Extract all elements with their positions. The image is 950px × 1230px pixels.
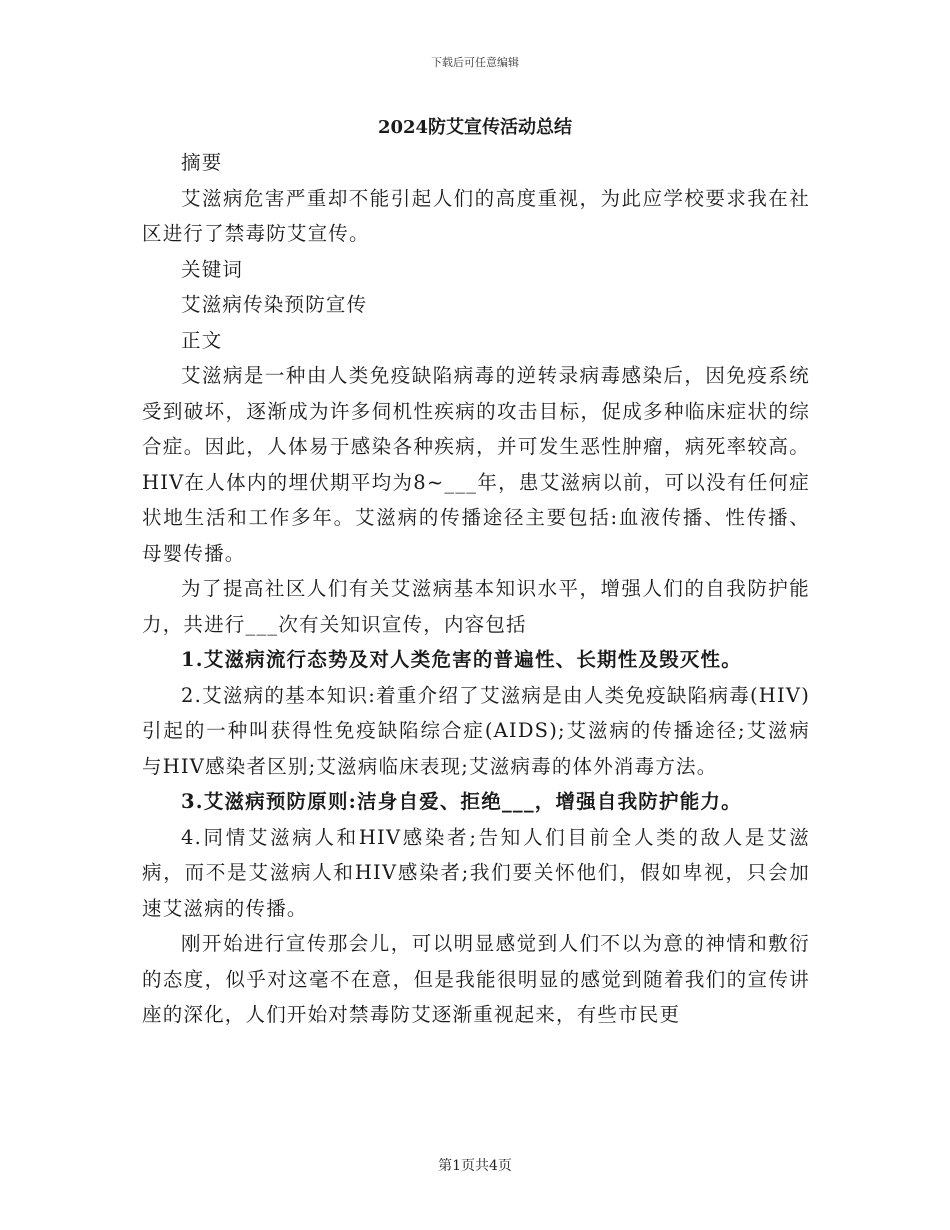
document-body — [142, 145, 810, 1033]
document-title: 2024防艾宣传活动总结 — [377, 117, 573, 138]
header-note: 下载后可任意编辑 — [431, 56, 519, 69]
list-item-2: 2.艾滋病的基本知识:着重介绍了艾滋病是由人类免疫缺陷病毒(HIV)引起的一种叫获得性免疫缺陷综合症(AIDS);艾滋病的传播途径;艾滋病与HIV感染者区别;艾滋病临床表现;艾滋病毒的体外消毒方法。 — [142, 683, 810, 778]
paragraph-intro: 艾滋病是一种由人类免疫缺陷病毒的逆转录病毒感染后，因免疫系统受到破坏，逐渐成为许多伺机性疾病的攻击目标，促成多种临床症状的综合症。因此，人体易于感染各种疾病，并可发生恶性肿瘤，病死率较高。HIV在人体内的埋伏期平均为8~___年，患艾滋病以前，可以没有任何症状地生活和工作多年。艾滋病的传播途径主要包括:血液传播、性传播、母婴传播。 — [142, 364, 810, 565]
paragraph-reflection: 刚开始进行宣传那会儿，可以明显感觉到人们不以为意的神情和敷衍的态度，似乎对这毫不在意，但是我能很明显的感觉到随着我们的宣传讲座的深化，人们开始对禁毒防艾逐渐重视起来，有些市民更 — [142, 932, 810, 1026]
paragraph-campaign: 为了提高社区人们有关艾滋病基本知识水平，增强人们的自我防护能力，共进行___次有关知识宣传，内容包括 — [142, 577, 810, 636]
paragraph-abstract: 艾滋病危害严重却不能引起人们的高度重视，为此应学校要求我在社区进行了禁毒防艾宣传。 — [142, 186, 810, 245]
paragraph-abstract-heading: 摘要 — [181, 151, 223, 174]
list-item-4: 4.同情艾滋病人和HIV感染者;告知人们目前全人类的敌人是艾滋病，而不是艾滋病人和HIV感染者;我们要关怀他们，假如卑视，只会加速艾滋病的传播。 — [142, 825, 810, 920]
paragraph-keywords: 艾滋病传染预防宣传 — [181, 293, 368, 316]
page-indicator: 第1页共4页 — [438, 1158, 512, 1174]
paragraph-keywords-heading: 关键词 — [181, 257, 244, 281]
list-item-3: 3.艾滋病预防原则:洁身自爱、拒绝___，增强自我防护能力。 — [181, 790, 742, 813]
list-item-1: 1.艾滋病流行态势及对人类危害的普遍性、长期性及毁灭性。 — [181, 648, 742, 671]
paragraph-body-heading: 正文 — [181, 328, 223, 352]
